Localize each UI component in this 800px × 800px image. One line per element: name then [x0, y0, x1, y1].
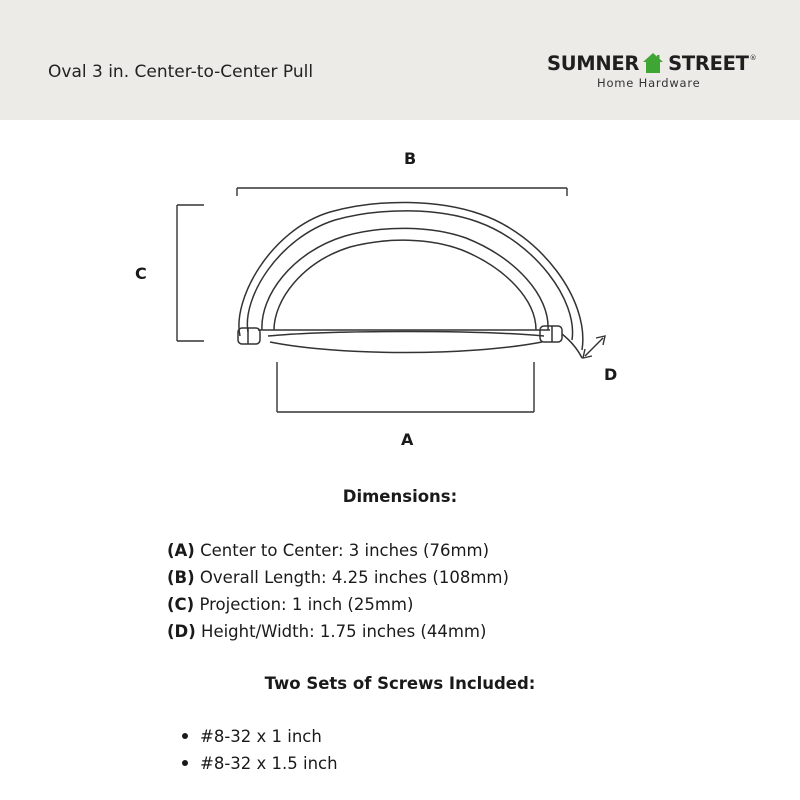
screw-text: #8-32 x 1.5 inch: [200, 754, 338, 773]
screws-title: Two Sets of Screws Included:: [264, 674, 536, 693]
dimension-line-c: [177, 205, 204, 341]
logo-brand-left: SUMNER: [547, 52, 640, 75]
screw-item: [182, 753, 338, 780]
dimensions-list: [167, 540, 509, 648]
label-a: A: [401, 430, 414, 449]
logo-brand-right: STREET: [668, 52, 749, 75]
dimension-text: Overall Length: 4.25 inches (108mm): [199, 568, 509, 587]
dimension-letter: (D): [167, 622, 196, 641]
house-icon: [642, 52, 664, 74]
dimension-letter: (C): [167, 595, 195, 614]
logo-tagline: Home Hardware: [597, 76, 701, 90]
dimension-line-a: [277, 362, 534, 412]
screw-item: [182, 726, 338, 753]
pull-body: [238, 202, 583, 358]
dimension-item-c: [167, 594, 509, 621]
screws-list: [182, 726, 338, 780]
header-bar: [0, 0, 800, 120]
dimension-item-b: [167, 567, 509, 594]
logo-wordmark: [547, 52, 756, 75]
cabinet-pull-drawing: [0, 120, 800, 470]
dimension-arrow-d: [583, 336, 605, 358]
product-title: Oval 3 in. Center-to-Center Pull: [48, 62, 314, 82]
label-b: B: [404, 149, 417, 168]
dimension-item-d: [167, 621, 509, 648]
logo-registered-mark: ®: [749, 54, 757, 62]
bullet-icon: [182, 733, 188, 739]
brand-logo: [547, 52, 762, 94]
dimension-letter: (A): [167, 541, 195, 560]
dimension-line-b: [237, 188, 567, 196]
label-c: C: [135, 264, 147, 283]
dimension-item-a: [167, 540, 509, 567]
dimension-text: Projection: 1 inch (25mm): [199, 595, 414, 614]
dimensions-title: Dimensions:: [342, 487, 458, 506]
bullet-icon: [182, 760, 188, 766]
dimension-text: Height/Width: 1.75 inches (44mm): [201, 622, 487, 641]
dimension-letter: (B): [167, 568, 195, 587]
dimension-text: Center to Center: 3 inches (76mm): [200, 541, 490, 560]
label-d: D: [604, 365, 618, 384]
screw-text: #8-32 x 1 inch: [200, 727, 322, 746]
